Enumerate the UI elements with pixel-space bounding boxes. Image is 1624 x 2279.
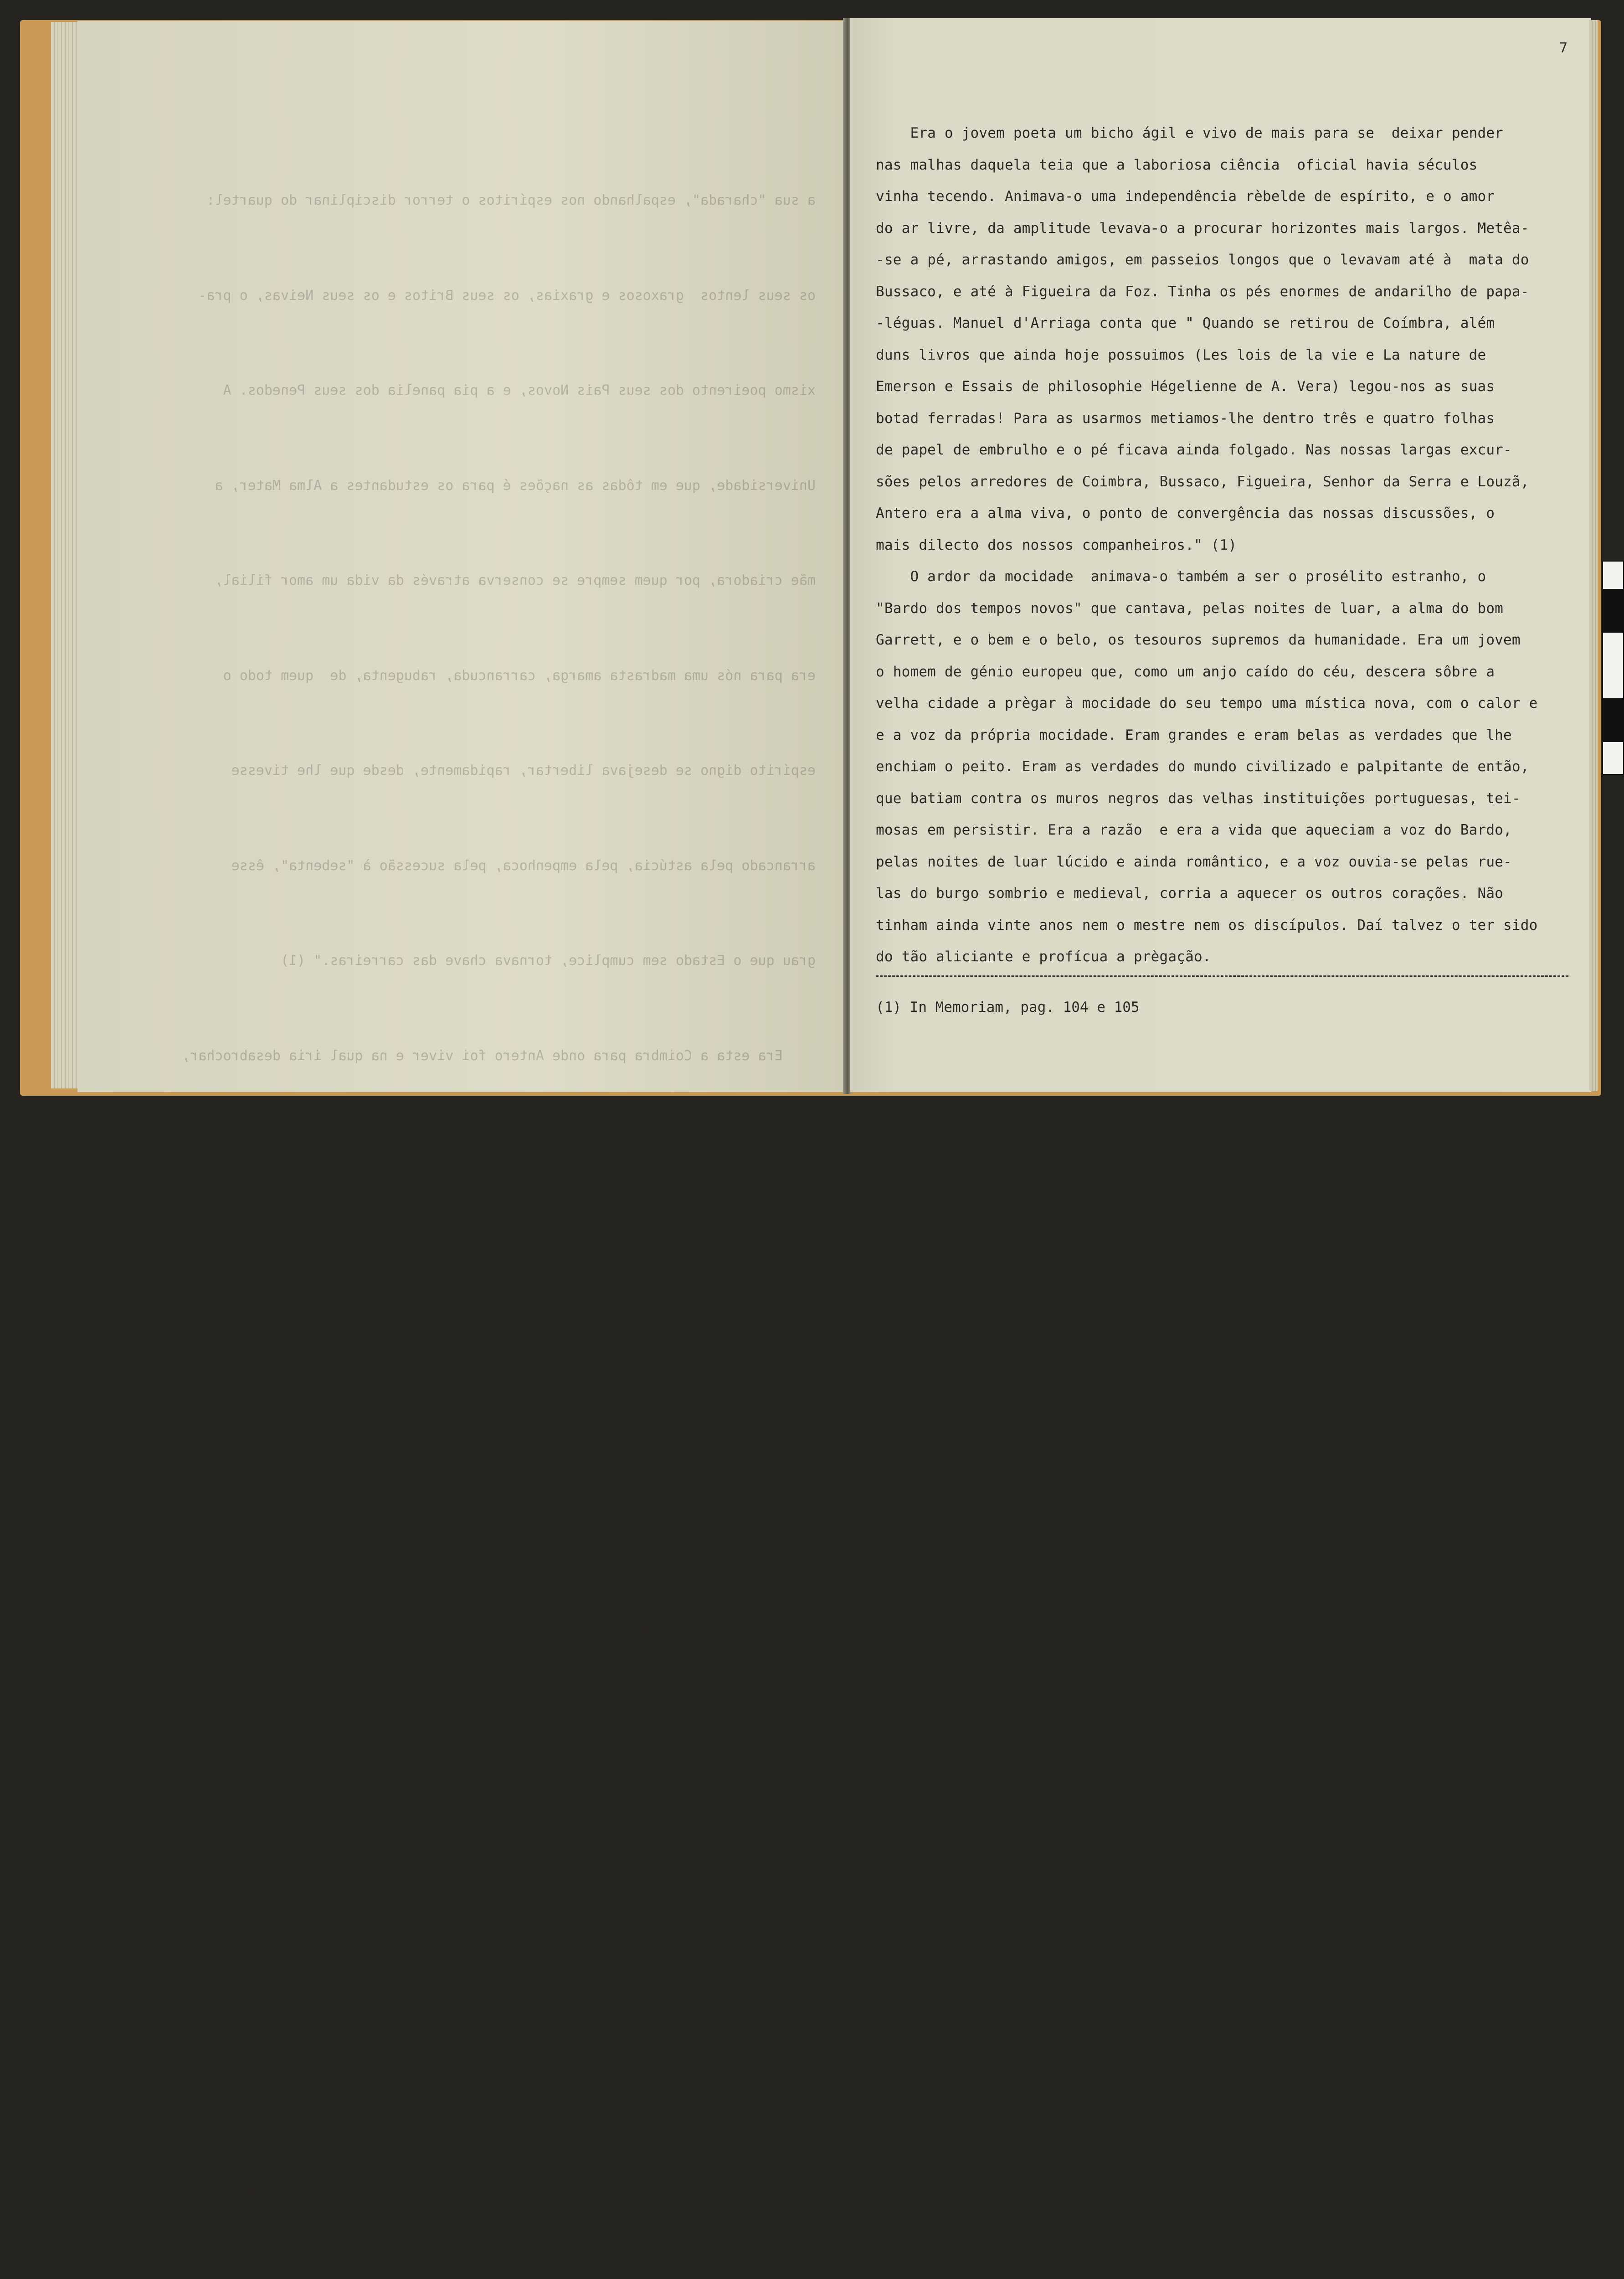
bleed-line: José Falcão, Guerra Junqueiro, Anselmo de Andrade. bbox=[404, 1713, 816, 1729]
text-line: mais dilecto dos nossos companheiros." (1) bbox=[876, 536, 1237, 553]
bleed-line bbox=[105, 2275, 816, 2279]
text-line: e a voz da própria mocidade. Eram grandes e eram belas as verdades que lhe bbox=[876, 727, 1512, 743]
bleed-line: Meireles, Luiz de Magalhães, Manuel d'Arriaga, João de Deus, Santos Valente, bbox=[190, 1618, 816, 1634]
body-text bbox=[876, 118, 1578, 973]
bleed-line: espírito digno se desejava libertar, rapidamente, desde que lhe tivesse bbox=[231, 763, 816, 779]
bleed-line: fora os seus amigos - entre outros:Eça de Queiroz, Alberto Sampaio, Germano bbox=[198, 1523, 816, 1539]
page-edges-right bbox=[1589, 20, 1598, 1091]
text-line: -se a pé, arrastando amigos, em passeios longos que o levavam até à mata do bbox=[876, 252, 1529, 268]
text-line: que batiam contra os muros negros das velhas instituições portuguesas, tei- bbox=[876, 790, 1521, 807]
bleed-line: Universidade, que em tôdas as nações é para os estudantes a Alma Mater, a bbox=[215, 477, 816, 494]
footnote: (1) In Memoriam, pag. 104 e 105 bbox=[876, 999, 1140, 1016]
text-line: do tão aliciante e profícua a prègação. bbox=[876, 949, 1211, 965]
text-line: de papel de embrulho e o pé ficava ainda folgado. Nas nossas largas excur- bbox=[876, 442, 1512, 458]
text-line: Garrett, e o bem e o belo, os tesouros supremos da humanidade. Era um jovem bbox=[876, 632, 1521, 648]
bleed-line: a sua "charada", espalhando nos espíritos o terror disciplinar do quartel: bbox=[206, 192, 816, 208]
color-scale-bar bbox=[1602, 561, 1624, 775]
text-line: pelas noites de luar lúcido e ainda romântico, e a voz ouvia-se pelas rue- bbox=[876, 853, 1512, 870]
text-line: botad ferradas! Para as usarmos metiamos-lhe dentro três e quatro folhas bbox=[876, 410, 1495, 427]
text-line: enchiam o peito. Eram as verdades do mundo civilizado e palpitante de então, bbox=[876, 758, 1529, 775]
text-line: tinham ainda vinte anos nem o mestre nem os discípulos. Daí talvez o ter sido bbox=[876, 917, 1538, 933]
bleed-line: mãe criadora, por quem sempre se conserva através da vida um amor filial, bbox=[215, 572, 816, 588]
bleed-through-text bbox=[105, 121, 816, 2279]
bleed-line: e a inteligência trazia-as presas noutros interêsses, bem mais vivos e actuais. bbox=[165, 1903, 816, 1919]
left-page bbox=[77, 21, 848, 2204]
bleed-line: os seus lentos graxosos e graxias, os seus Britos e os seus Neivas, o pra- bbox=[198, 287, 816, 304]
text-line: las do burgo sombrio e medieval, corria a aquecer os outros corações. Não bbox=[876, 885, 1504, 902]
bleed-line: êle seria o grão-capitão. Nesse ambiente animado pelo espírito de rebeldia, bbox=[182, 1237, 816, 1254]
text-line: O ardor da mocidade animava-o também a ser o prosélito estranho, o bbox=[876, 568, 1486, 585]
text-line: o homem de génio europeu que, como um anjo caído do céu, descera sôbre a bbox=[876, 663, 1495, 680]
text-line: Bussaco, e até à Figueira da Foz. Tinha os pés enormes de andarilho de papa- bbox=[876, 283, 1529, 300]
text-line: velha cidade a prègar à mocidade do seu tempo uma mística nova, com o calor e bbox=[876, 695, 1538, 712]
bleed-line: arrancado pela astúcia, pela empenhoca, pela sucessão à "sebenta", êsse bbox=[231, 857, 816, 874]
bleed-line: Era esta a Coimbra para onde Antero foi viver e na qual iria desabrochar, bbox=[182, 1047, 816, 1064]
bleed-line: era para nós uma madrasta amarga, carrancuda, rabugenta, de quem todo o bbox=[223, 667, 816, 684]
text-line: nas malhas daquela teia que a laboriosa ciência oficial havia séculos bbox=[876, 156, 1478, 173]
text-line: Emerson e Essais de philosophie Hégelienne de A. Vera) legou-nos as suas bbox=[876, 378, 1495, 395]
text-line: Antero era a alma viva, o ponto de convergência das nossas discussões, o bbox=[876, 505, 1495, 521]
text-line: vinha tecendo. Animava-o uma independência rèbelde de espírito, e o amor bbox=[876, 188, 1495, 205]
bleed-line: xismo poeirento dos seus Pais Novos, e a pia panelia dos seus Penedos. A bbox=[223, 382, 816, 398]
bleed-line: Dizia mais tarde: "Cursei, entre 1858 e 1864 a Universidade de Coimbra, sen- bbox=[190, 1998, 816, 2014]
text-line: Era o jovem poeta um bicho ágil e vivo de mais para se deixar pender bbox=[876, 125, 1504, 141]
right-page bbox=[850, 18, 1591, 1092]
bleed-line: nos seus companheiros de luta, grande parte dos homens que seriam pela vida bbox=[198, 1428, 816, 1444]
page-number: 7 bbox=[1559, 40, 1567, 56]
text-line: mosas em persistir. Era a razão e era a vida que aqueciam a voz do Bardo, bbox=[876, 822, 1512, 838]
bleed-line: por contradição, a formosa luta pela conquista do pensamento moderno de que bbox=[198, 1143, 816, 1159]
bleed-line: do por ela bacharel em Direito. Confesso, porém, que não foi o estudo do bbox=[223, 2093, 816, 2109]
text-line: sões pelos arredores de Coimbra, Bussaco, Figueira, Senhor da Serra e Louzã, bbox=[876, 473, 1529, 490]
text-line: duns livros que ainda hoje possuimos (Les lois de la vie e La nature de bbox=[876, 346, 1486, 363]
text-line: do ar livre, da amplitude levava-o a procurar horizontes mais largos. Metêa- bbox=[876, 220, 1529, 237]
bleed-line: Direito que me interessou e absorveu durante aqueles anos, tendo aliás o bbox=[223, 2188, 816, 2204]
text-line: -léguas. Manuel d'Arriaga conta que " Quando se retirou de Coímbra, além bbox=[876, 315, 1495, 331]
bleed-line: nasceram o poeta, o polemista, o político e se fêz o homem. Ali iria encontrar bbox=[174, 1333, 816, 1349]
bleed-line: Os trabalhos universitários não lhe ocuparam muito o espírito. A atenção bbox=[190, 1808, 816, 1824]
bleed-line: grau que o Estado sem cumplice, tornava chave das carreiras." (1) bbox=[281, 953, 816, 969]
footnote-separator bbox=[876, 975, 1568, 977]
text-line: "Bardo dos tempos novos" que cantava, pelas noites de luar, a alma do bom bbox=[876, 600, 1504, 617]
